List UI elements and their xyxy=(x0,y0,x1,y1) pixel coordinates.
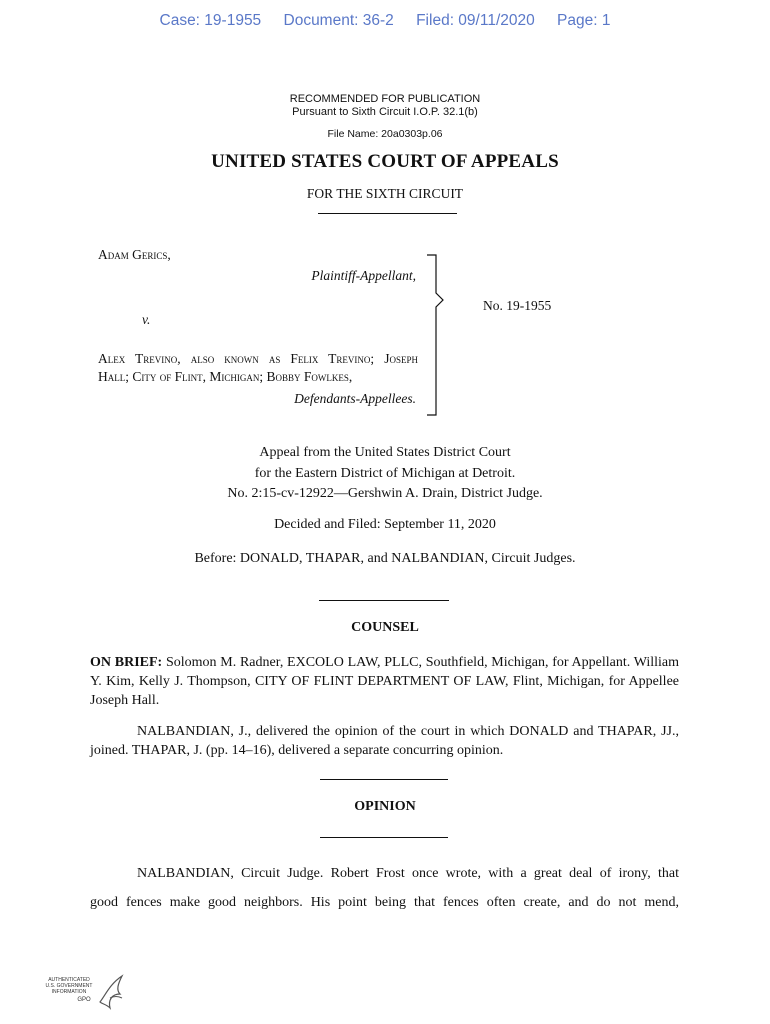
case-number-stamp: Case: 19-1955 xyxy=(159,12,262,29)
court-title: UNITED STATES COURT OF APPEALS xyxy=(211,151,559,172)
section-divider xyxy=(319,600,449,601)
counsel-text: Solomon M. Radner, EXCOLO LAW, PLLC, Southfield, Michigan, for Appellant. William Y. Kim, Kelly J. Thompson, CITY OF FLINT DEPARTMENT OF LAW, Flint, Michigan, for Appellee Joseph Hall. xyxy=(90,655,680,708)
counsel-paragraph xyxy=(90,653,679,710)
gpo-authentication-seal xyxy=(38,970,130,1016)
seal-text: AUTHENTICATED xyxy=(48,977,90,983)
opinion-line-1: NALBANDIAN, Circuit Judge. Robert Frost once wrote, with a great deal of irony, that xyxy=(137,866,679,881)
document-number-stamp: Document: 36-2 xyxy=(283,12,394,29)
counsel-heading: COUNSEL xyxy=(351,620,419,635)
appeal-lower-case-line: No. 2:15-cv-12922—Gershwin A. Drain, District Judge. xyxy=(227,486,543,501)
filed-date-stamp: Filed: 09/11/2020 xyxy=(416,12,535,29)
title-divider xyxy=(318,213,457,214)
docket-number: No. 19-1955 xyxy=(483,298,552,313)
publication-notice xyxy=(0,93,770,119)
plaintiff-role: Plaintiff-Appellant, xyxy=(311,268,416,283)
delivery-paragraph: NALBANDIAN, J., delivered the opinion of the court in which DONALD and THAPAR, JJ., joined. THAPAR, J. (pp. 14–16), delivered a separate concurring opinion. xyxy=(90,724,679,758)
plaintiff-name: Adam Gerics, xyxy=(98,247,171,262)
file-name: File Name: 20a0303p.06 xyxy=(327,128,443,140)
eagle-icon xyxy=(96,972,128,1012)
ecf-header xyxy=(0,12,770,30)
section-divider xyxy=(320,837,448,838)
page-number-stamp: Page: 1 xyxy=(557,12,611,29)
appeal-origin-line: Appeal from the United States District Court xyxy=(259,445,511,460)
on-brief-label: ON BRIEF: xyxy=(90,655,163,670)
seal-text: U.S. GOVERNMENT xyxy=(45,983,93,989)
appeal-details xyxy=(0,443,770,505)
seal-text: INFORMATION xyxy=(51,989,87,995)
defendants-role: Defendants-Appellees. xyxy=(294,391,416,406)
publication-rule: Pursuant to Sixth Circuit I.O.P. 32.1(b) xyxy=(292,106,478,118)
decided-date: Decided and Filed: September 11, 2020 xyxy=(274,517,496,532)
circuit-name: FOR THE SIXTH CIRCUIT xyxy=(306,186,464,201)
versus: v. xyxy=(142,312,151,327)
defendants-line-1: Alex Trevino, also known as Felix Trevino; Joseph xyxy=(98,351,418,366)
appeal-district-line: for the Eastern District of Michigan at Detroit. xyxy=(254,465,516,481)
seal-text: GPO xyxy=(77,997,91,1003)
publication-recommendation: RECOMMENDED FOR PUBLICATION xyxy=(289,93,481,105)
panel-judges: Before: DONALD, THAPAR, and NALBANDIAN, Circuit Judges. xyxy=(194,551,576,566)
opinion-heading: OPINION xyxy=(354,799,416,814)
section-divider xyxy=(320,779,448,780)
opinion-line-2: good fences make good neighbors. His point being that fences often create, and do not mend, xyxy=(90,895,679,910)
defendants-line-2: Hall; City of Flint, Michigan; Bobby Fowlkes, xyxy=(98,369,353,384)
caption-brace xyxy=(425,253,445,417)
